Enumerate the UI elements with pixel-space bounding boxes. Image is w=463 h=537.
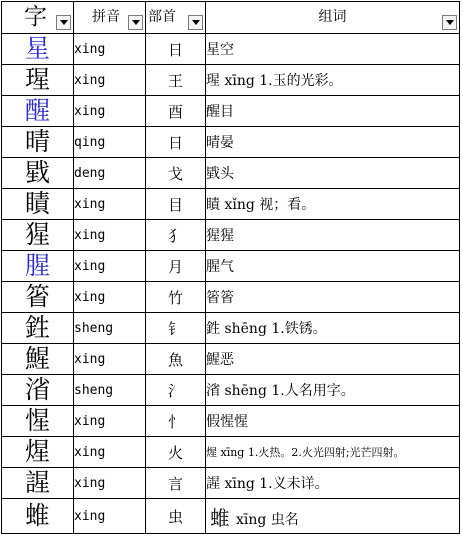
table-row [2,406,460,437]
words-cell[interactable]: 渻 shēng 1.人名用字。 [206,375,460,406]
header-radical-label: 部首 [148,9,176,25]
pinyin-cell[interactable]: xing [74,220,146,251]
pinyin-cell[interactable]: xing [74,406,146,437]
char-cell[interactable]: 腥 [2,251,74,282]
words-cell[interactable] [206,499,460,534]
words-char: 蜼 [210,505,230,530]
pinyin-cell[interactable]: xing [74,189,146,220]
dropdown-arrow-icon [132,20,140,25]
radical-cell[interactable]: 钅 [146,313,206,344]
char-cell[interactable]: 瞔 [2,189,74,220]
filter-words-button[interactable] [442,15,457,30]
words-cell[interactable]: 晴晏 [206,127,460,158]
pinyin-cell[interactable]: xing [74,282,146,313]
character-table [1,1,460,534]
radical-cell[interactable]: 犭 [146,220,206,251]
radical-cell[interactable]: 言 [146,468,206,499]
char-cell[interactable]: 蜼 [2,499,74,534]
words-cell[interactable]: 猩猩 [206,220,460,251]
words-cell[interactable]: 鯹恶 [206,344,460,375]
char-cell[interactable]: 星 [2,34,74,65]
words-cell[interactable]: 瑆 xīng 1.玉的光彩。 [206,65,460,96]
header-words [206,2,460,34]
radical-cell[interactable]: 日 [146,127,206,158]
pinyin-cell[interactable]: xing [74,34,146,65]
words-cell[interactable]: 假惺惺 [206,406,460,437]
dropdown-arrow-icon [60,20,68,25]
table-row [2,127,460,158]
pinyin-cell[interactable]: sheng [74,375,146,406]
header-char [2,2,74,34]
char-cell[interactable]: 謃 [2,468,74,499]
char-cell[interactable]: 戥 [2,158,74,189]
pinyin-cell[interactable]: xing [74,96,146,127]
words-cell[interactable]: 戥头 [206,158,460,189]
radical-cell[interactable]: 日 [146,34,206,65]
table-row [2,375,460,406]
table-row [2,437,460,468]
radical-cell[interactable]: 目 [146,189,206,220]
table-row [2,282,460,313]
filter-char-button[interactable] [56,15,71,30]
radical-cell[interactable]: 竹 [146,282,206,313]
words-text: xīng 虫名 [236,511,299,528]
char-cell[interactable]: 鉎 [2,313,74,344]
table-row [2,220,460,251]
header-row [2,2,460,34]
pinyin-cell[interactable]: xing [74,65,146,96]
table-row [2,344,460,375]
table-row [2,189,460,220]
radical-cell[interactable]: 戈 [146,158,206,189]
char-cell[interactable]: 箵 [2,282,74,313]
header-radical [146,2,206,34]
radical-cell[interactable]: 魚 [146,344,206,375]
dropdown-arrow-icon [192,20,200,25]
radical-cell[interactable]: 月 [146,251,206,282]
words-cell[interactable]: 鉎 shēng 1.铁锈。 [206,313,460,344]
char-cell[interactable]: 瑆 [2,65,74,96]
filter-pinyin-button[interactable] [128,15,143,30]
words-cell[interactable]: 星空 [206,34,460,65]
words-cell[interactable]: 箵箵 [206,282,460,313]
dropdown-arrow-icon [446,20,454,25]
pinyin-cell[interactable]: xing [74,437,146,468]
radical-cell[interactable]: 忄 [146,406,206,437]
radical-cell[interactable]: 虫 [146,499,206,534]
words-cell[interactable]: 醒目 [206,96,460,127]
pinyin-cell[interactable]: deng [74,158,146,189]
char-cell[interactable]: 煋 [2,437,74,468]
pinyin-cell[interactable]: xing [74,468,146,499]
char-cell[interactable]: 渻 [2,375,74,406]
table-row [2,313,460,344]
header-pinyin-label: 拼音 [92,9,120,25]
pinyin-cell[interactable]: xing [74,344,146,375]
words-cell[interactable]: 瞔 xǐng 视；看。 [206,189,460,220]
char-cell[interactable]: 鯹 [2,344,74,375]
pinyin-cell[interactable]: xing [74,251,146,282]
pinyin-cell[interactable]: sheng [74,313,146,344]
radical-cell[interactable]: 王 [146,65,206,96]
header-words-label: 组词 [318,9,347,25]
table-row [2,251,460,282]
table-row [2,468,460,499]
header-pinyin [74,2,146,34]
words-cell[interactable]: 腥气 [206,251,460,282]
char-cell[interactable]: 晴 [2,127,74,158]
table-row [2,65,460,96]
table-row [2,96,460,127]
char-cell[interactable]: 惺 [2,406,74,437]
pinyin-cell[interactable]: xing [74,499,146,534]
radical-cell[interactable]: 氵 [146,375,206,406]
table-row [2,158,460,189]
words-cell[interactable]: 謃 xīng 1.义未详。 [206,468,460,499]
char-cell[interactable]: 醒 [2,96,74,127]
header-char-label: 字 [24,4,47,30]
table-row [2,499,460,534]
words-cell[interactable]: 煋 xīng 1.火热。2.火光四射;光芒四射。 [206,437,460,468]
filter-radical-button[interactable] [188,15,203,30]
pinyin-cell[interactable]: qing [74,127,146,158]
radical-cell[interactable]: 火 [146,437,206,468]
table-row [2,34,460,65]
radical-cell[interactable]: 酉 [146,96,206,127]
char-cell[interactable]: 猩 [2,220,74,251]
